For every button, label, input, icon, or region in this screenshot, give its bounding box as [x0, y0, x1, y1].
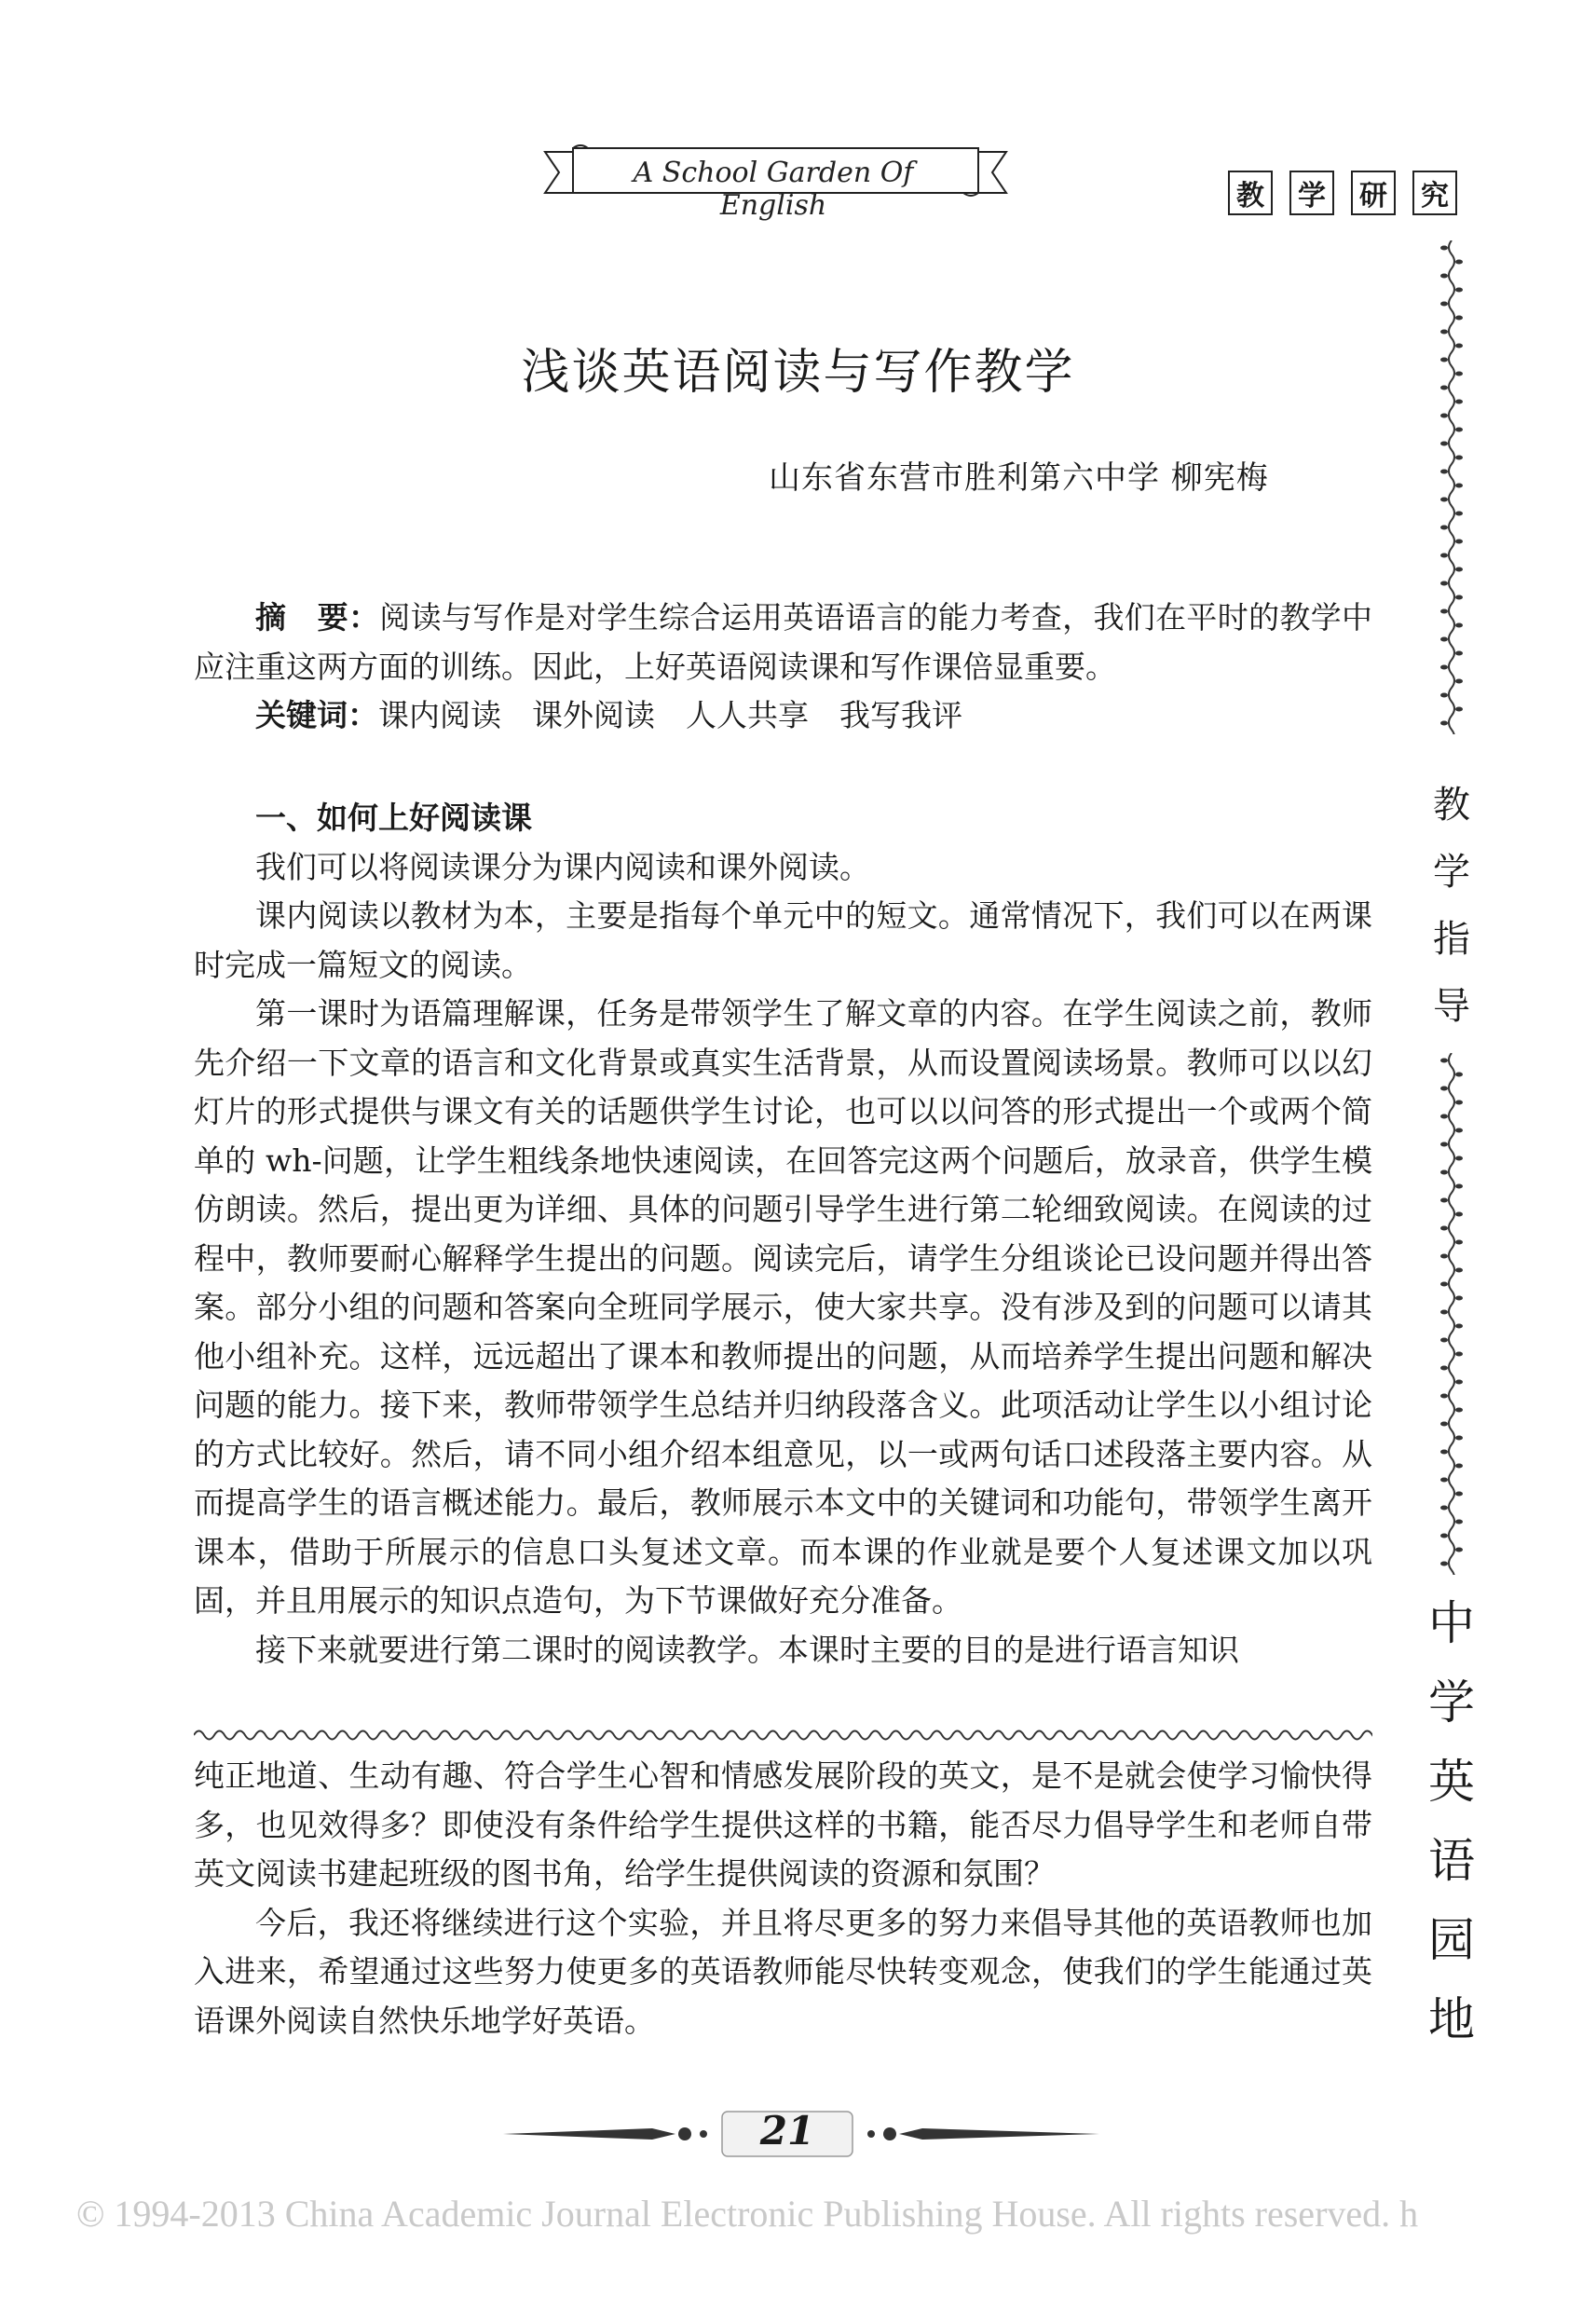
section-tags [1228, 171, 1457, 215]
keywords-paragraph [194, 691, 1372, 741]
body-paragraph: 课内阅读以教材为本，主要是指每个单元中的短文。通常情况下，我们可以在两课时完成一篇短文的阅读。 [194, 897, 1372, 983]
vine-ornament [1433, 240, 1470, 734]
column-label-teaching-guide [1424, 772, 1480, 1040]
journal-banner-text: A School Garden Of English [633, 157, 914, 222]
section-tag: 研 [1351, 171, 1396, 215]
author-affiliation: 山东省东营市胜利第六中学 柳宪梅 [769, 459, 1269, 497]
section-tag: 教 [1228, 171, 1273, 215]
journal-name-char: 中 [1428, 1596, 1475, 1650]
section-tag: 学 [1289, 171, 1334, 215]
section-continuation [194, 1752, 1372, 2045]
section-tag: 究 [1412, 171, 1457, 215]
abstract-label: 摘 要： [255, 599, 380, 636]
body-paragraph: 纯正地道、生动有趣、符合学生心智和情感发展阶段的英文，是不是就会使学习愉快得多，也见效得多？即使没有条件给学生提供这样的书籍，能否尽力倡导学生和老师自带英文阅读书建起班级的图书角，给学生提供阅读的资源和氛围？ [194, 1757, 1372, 1892]
journal-name-char: 园 [1428, 1913, 1475, 1967]
journal-name-char: 学 [1428, 1675, 1475, 1730]
journal-name-char: 地 [1428, 1992, 1475, 2046]
journal-name-char: 语 [1428, 1834, 1475, 1888]
journal-name-vertical [1424, 1584, 1480, 2059]
wavy-divider [194, 1724, 1372, 1746]
journal-name-char: 英 [1428, 1755, 1475, 1809]
abstract-text: 阅读与写作是对学生综合运用英语语言的能力考查，我们在平时的教学中应注重这两方面的训练。因此，上好英语阅读课和写作课倍显重要。 [194, 599, 1373, 685]
vine-ornament [1433, 1053, 1470, 1575]
keywords-text: 课内阅读 课外阅读 人人共享 我写我评 [378, 697, 962, 733]
column-label-char: 指 [1433, 918, 1470, 961]
body-paragraph: 接下来就要进行第二课时的阅读教学。本课时主要的目的是进行语言知识 [255, 1631, 1239, 1668]
page-number: 21 [759, 2108, 815, 2154]
section-heading: 一、如何上好阅读课 [255, 800, 532, 836]
column-label-char: 导 [1433, 985, 1470, 1028]
abstract-block [194, 594, 1372, 741]
body-paragraph: 今后，我还将继续进行这个实验，并且将尽更多的努力来倡导其他的英语教师也加入进来，希望通过这些努力使更多的英语教师能尽快转变观念，使我们的学生能通过英语课外阅读自然快乐地学好英语。 [194, 1904, 1372, 2039]
keywords-label: 关键词： [255, 697, 378, 733]
body-paragraph: 我们可以将阅读课分为课内阅读和课外阅读。 [255, 848, 870, 885]
section-1 [194, 794, 1372, 1675]
copyright-watermark: © 1994-2013 China Academic Journal Electronic Publishing House. All rights reserved. h [76, 2193, 1419, 2235]
body-paragraph: 第一课时为语篇理解课，任务是带领学生了解文章的内容。在学生阅读之前，教师先介绍一下文章的语言和文化背景或真实生活背景，从而设置阅读场景。教师可以以幻灯片的形式提供与课文有关的话题供学生讨论，也可以以问答的形式提出一个或两个简单的 wh-问题，让学生粗线条地快速阅读，在回答完这两个问题后，放录音，供学生模仿朗读。然后，提出更为详细、具体的问题引导学生进行第二轮细致阅读。在阅读的过程中，教师要耐心解释学生提出的问题。阅读完后，请学生分组谈论已设问题并得出答案。部分小组的问题和答案向全班同学展示，使大家共享。没有涉及到的问题可以请其他小组补充。这样，远远超出了课本和教师提出的问题，从而培养学生提出问题和解决问题的能力。接下来，教师带领学生总结并归纳段落含义。此项活动让学生以小组讨论的方式比较好。然后，请不同小组介绍本组意见，以一或两句话口述段落主要内容。从而提高学生的语言概述能力。最后，教师展示本文中的关键词和功能句，带领学生离开课本，借助于所展示的信息口头复述文章。而本课的作业就是要个人复述课文加以巩固，并且用展示的知识点造句，为下节课做好充分准备。 [194, 995, 1372, 1619]
abstract-paragraph [194, 594, 1372, 691]
column-label-char: 学 [1433, 851, 1470, 894]
column-label-char: 教 [1433, 784, 1470, 827]
article-title: 浅谈英语阅读与写作教学 [521, 345, 1075, 401]
